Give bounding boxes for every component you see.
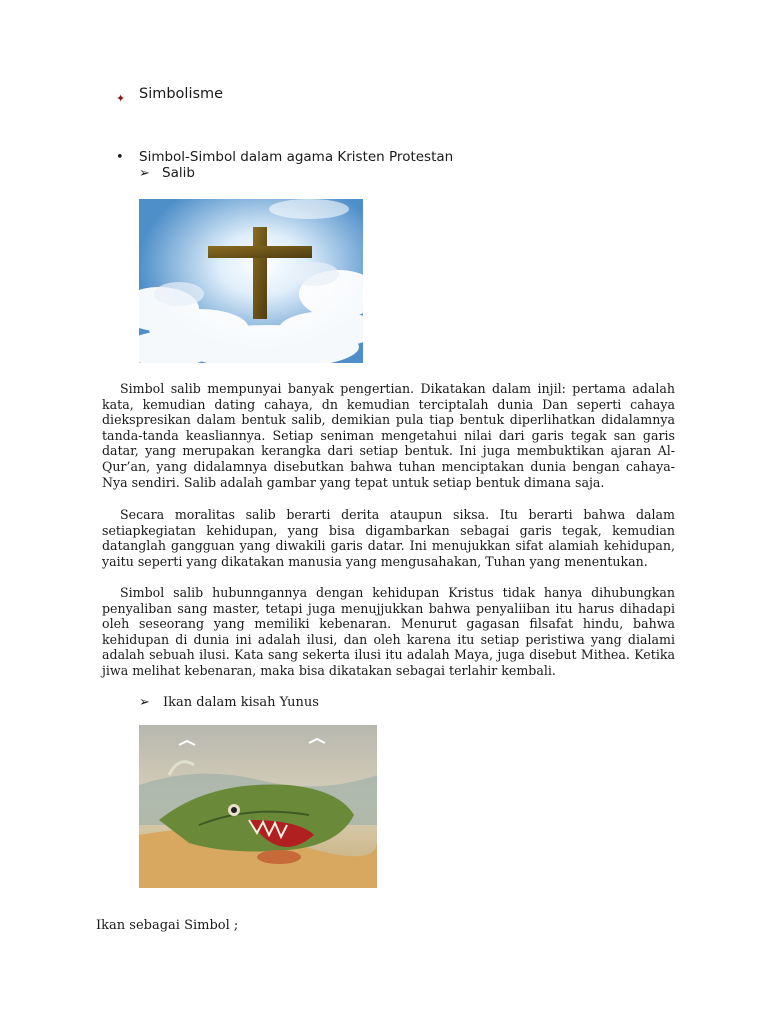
cross-image (139, 199, 363, 363)
subheading-salib: Salib (162, 165, 195, 181)
subheading-ikan: Ikan dalam kisah Yunus (163, 695, 319, 710)
decorative-bullet-icon: ✦ (116, 92, 126, 105)
caption-ikan-simbol: Ikan sebagai Simbol ; (96, 918, 239, 933)
bullet-dot-icon: • (116, 150, 124, 165)
paragraph-salib-2: Secara moralitas salib berarti derita ataupun siksa. Itu berarti bahwa dalam setiapkegiatan kehidupan, yang bisa digambarkan sebagai garis tegak, kemudian datanglah gangguan yang diwakili garis datar. Ini menujukkan sifat alamiah kehidupan, yaitu seperti yang dikatakan manusia yang mengusahakan, Tuhan yang menentukan. (102, 507, 675, 569)
section-heading-simbolisme: Simbolisme (139, 86, 224, 102)
arrow-bullet-icon: ➢ (139, 695, 150, 710)
arrow-bullet-icon: ➢ (139, 166, 150, 181)
paragraph-salib-3: Simbol salib hubunngannya dengan kehidupan Kristus tidak hanya dihubungkan penyaliban sang master, tetapi juga menujjukkan bahwa penyaliiban itu harus dihadapi oleh seseorang yang memiliki kebenaran. Menurut gagasan filsafat hindu, bahwa kehidupan di dunia ini adalah ilusi, dan oleh karena itu setiap peristiwa yang dialami adalah sebuah ilusi. Kata sang sekerta ilusi itu adalah Maya, juga disebut Mithea. Ketika jiwa melihat kebenaran, maka bisa dikatakan sebagai terlahir kembali. (102, 585, 675, 678)
jonah-whale-image (139, 725, 377, 888)
paragraph-salib-1: Simbol salib mempunyai banyak pengertian. Dikatakan dalam injil: pertama adalah kata, kemudian dating cahaya, dn kemudian terciptalah dunia Dan seperti cahaya diekspresikan dalam bentuk salib, demikian pula tiap bentuk diperlihatkan didalamnya tanda-tanda keasliannya. Setiap seniman mengetahui nilai dari garis tegak san garis datar, yang merupakan kerangka dari setiap bentuk. Ini juga membuktikan ajaran Al-Qur’an, yang didalamnya disebutkan bahwa tuhan menciptakan dunia bengan cahaya-Nya sendiri. Salib adalah gambar yang tepat untuk setiap bentuk dimana saja. (102, 381, 675, 490)
section-heading-protestan: Simbol-Simbol dalam agama Kristen Protestan (139, 149, 454, 165)
